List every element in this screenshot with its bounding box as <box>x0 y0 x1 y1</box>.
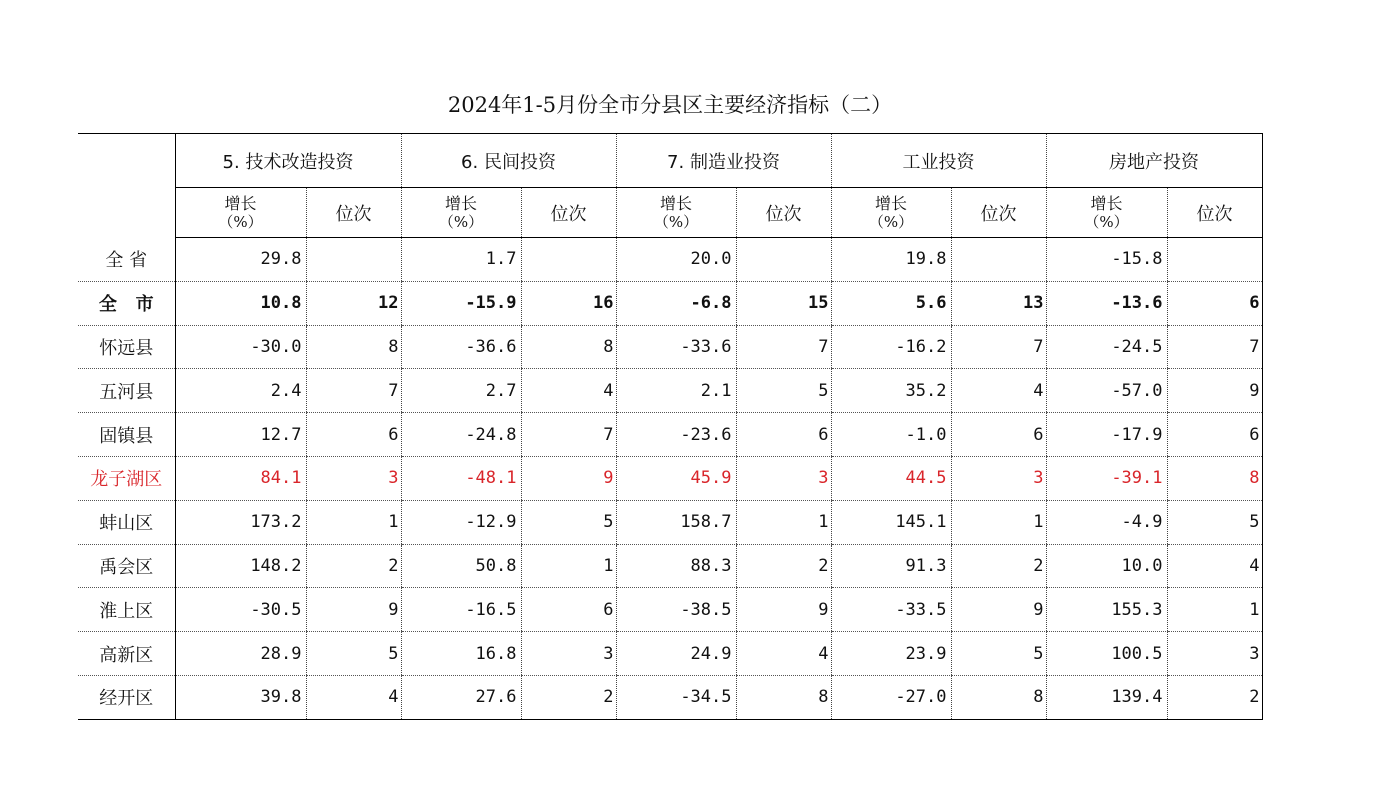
growth-value: -33.5 <box>831 588 951 632</box>
rank-value: 2 <box>306 544 401 588</box>
growth-value: 145.1 <box>831 500 951 544</box>
rank-value: 5 <box>521 500 616 544</box>
growth-value: -36.6 <box>401 325 521 369</box>
growth-value: -13.6 <box>1046 281 1167 325</box>
rank-value: 7 <box>1167 325 1262 369</box>
growth-value: -16.2 <box>831 325 951 369</box>
growth-value: 24.9 <box>616 632 736 676</box>
rank-header: 位次 <box>1167 188 1262 238</box>
rank-header: 位次 <box>306 188 401 238</box>
growth-value: 29.8 <box>175 238 306 282</box>
rank-value: 8 <box>521 325 616 369</box>
corner-cell <box>78 134 175 238</box>
group-header: 工业投资 <box>831 134 1046 188</box>
table-row <box>78 369 1262 413</box>
growth-value: -33.6 <box>616 325 736 369</box>
growth-value: -15.9 <box>401 281 521 325</box>
rank-value: 4 <box>521 369 616 413</box>
rank-value: 9 <box>521 456 616 500</box>
growth-value: -17.9 <box>1046 413 1167 457</box>
rank-value: 4 <box>951 369 1046 413</box>
growth-value: 1.7 <box>401 238 521 282</box>
growth-value: 16.8 <box>401 632 521 676</box>
rank-header: 位次 <box>521 188 616 238</box>
growth-header-unit: （%） <box>653 212 699 231</box>
growth-value: 39.8 <box>175 675 306 719</box>
rank-value: 7 <box>306 369 401 413</box>
rank-value: 6 <box>951 413 1046 457</box>
rank-value: 13 <box>951 281 1046 325</box>
growth-value: -23.6 <box>616 413 736 457</box>
rank-value: 2 <box>1167 675 1262 719</box>
table-row <box>78 325 1262 369</box>
rank-value: 2 <box>736 544 831 588</box>
rank-value: 9 <box>306 588 401 632</box>
growth-value: -4.9 <box>1046 500 1167 544</box>
rank-value: 4 <box>306 675 401 719</box>
growth-value: -39.1 <box>1046 456 1167 500</box>
growth-header <box>1046 188 1167 238</box>
growth-value: -16.5 <box>401 588 521 632</box>
rank-value <box>736 238 831 282</box>
growth-value: -30.0 <box>175 325 306 369</box>
table-row <box>78 588 1262 632</box>
growth-value: 10.0 <box>1046 544 1167 588</box>
table-row <box>78 456 1262 500</box>
rank-value: 6 <box>521 588 616 632</box>
rank-value: 6 <box>1167 413 1262 457</box>
growth-value: -48.1 <box>401 456 521 500</box>
region-name: 全 市 <box>78 281 175 325</box>
growth-value: 2.7 <box>401 369 521 413</box>
rank-value: 3 <box>1167 632 1262 676</box>
region-name: 龙子湖区 <box>78 456 175 500</box>
growth-value: -15.8 <box>1046 238 1167 282</box>
region-name: 高新区 <box>78 632 175 676</box>
rank-value: 16 <box>521 281 616 325</box>
table-row <box>78 413 1262 457</box>
rank-value: 8 <box>1167 456 1262 500</box>
rank-value: 5 <box>736 369 831 413</box>
rank-value: 9 <box>736 588 831 632</box>
growth-value: 2.4 <box>175 369 306 413</box>
rank-value: 7 <box>951 325 1046 369</box>
rank-value: 2 <box>521 675 616 719</box>
region-name: 怀远县 <box>78 325 175 369</box>
growth-header-unit: （%） <box>218 212 263 231</box>
growth-value: 100.5 <box>1046 632 1167 676</box>
table-row <box>78 238 1262 282</box>
growth-value: 91.3 <box>831 544 951 588</box>
rank-value: 6 <box>1167 281 1262 325</box>
growth-value: 44.5 <box>831 456 951 500</box>
table-row <box>78 675 1262 719</box>
group-header: 房地产投资 <box>1046 134 1262 188</box>
growth-value: 35.2 <box>831 369 951 413</box>
growth-value: 28.9 <box>175 632 306 676</box>
rank-value: 3 <box>736 456 831 500</box>
rank-value: 4 <box>736 632 831 676</box>
growth-value: 23.9 <box>831 632 951 676</box>
rank-value: 5 <box>951 632 1046 676</box>
table-row <box>78 544 1262 588</box>
growth-header-unit: （%） <box>1084 212 1129 231</box>
rank-value: 1 <box>306 500 401 544</box>
group-header: 6. 民间投资 <box>401 134 616 188</box>
group-header: 7. 制造业投资 <box>616 134 831 188</box>
growth-value: -12.9 <box>401 500 521 544</box>
growth-header-label: 增长 <box>444 193 477 213</box>
rank-value: 3 <box>951 456 1046 500</box>
growth-value: 139.4 <box>1046 675 1167 719</box>
growth-value: -6.8 <box>616 281 736 325</box>
rank-value: 15 <box>736 281 831 325</box>
growth-value: 20.0 <box>616 238 736 282</box>
rank-value: 1 <box>521 544 616 588</box>
growth-header <box>831 188 951 238</box>
region-name: 经开区 <box>78 675 175 719</box>
rank-value: 1 <box>951 500 1046 544</box>
growth-value: -24.8 <box>401 413 521 457</box>
rank-value: 4 <box>1167 544 1262 588</box>
rank-value: 8 <box>306 325 401 369</box>
growth-value: 2.1 <box>616 369 736 413</box>
growth-value: -34.5 <box>616 675 736 719</box>
growth-header-label: 增长 <box>659 193 692 213</box>
growth-header-label: 增长 <box>874 193 907 213</box>
growth-value: 173.2 <box>175 500 306 544</box>
growth-value: -30.5 <box>175 588 306 632</box>
rank-value: 9 <box>1167 369 1262 413</box>
growth-value: 84.1 <box>175 456 306 500</box>
rank-value: 3 <box>521 632 616 676</box>
growth-value: 5.6 <box>831 281 951 325</box>
growth-value: 88.3 <box>616 544 736 588</box>
rank-value: 9 <box>951 588 1046 632</box>
region-name: 全 省 <box>78 238 175 282</box>
growth-value: 148.2 <box>175 544 306 588</box>
rank-value: 1 <box>736 500 831 544</box>
growth-value: -38.5 <box>616 588 736 632</box>
rank-value: 7 <box>736 325 831 369</box>
table-row <box>78 632 1262 676</box>
rank-value: 8 <box>736 675 831 719</box>
rank-value: 12 <box>306 281 401 325</box>
rank-value: 6 <box>306 413 401 457</box>
region-name: 禹会区 <box>78 544 175 588</box>
growth-value: 19.8 <box>831 238 951 282</box>
rank-value <box>951 238 1046 282</box>
growth-header <box>175 188 306 238</box>
growth-header-unit: （%） <box>438 212 484 231</box>
growth-value: 155.3 <box>1046 588 1167 632</box>
rank-value: 5 <box>306 632 401 676</box>
rank-value <box>521 238 616 282</box>
growth-header-unit: （%） <box>868 212 914 231</box>
growth-header-label: 增长 <box>1090 193 1123 213</box>
rank-header: 位次 <box>951 188 1046 238</box>
page-title: 2024年1-5月份全市分县区主要经济指标（二） <box>447 93 893 117</box>
rank-value: 7 <box>521 413 616 457</box>
growth-value: -24.5 <box>1046 325 1167 369</box>
region-name: 五河县 <box>78 369 175 413</box>
table-row <box>78 281 1262 325</box>
rank-value: 5 <box>1167 500 1262 544</box>
rank-value <box>1167 238 1262 282</box>
growth-value: 45.9 <box>616 456 736 500</box>
region-name: 蚌山区 <box>78 500 175 544</box>
rank-value: 3 <box>306 456 401 500</box>
table-row <box>78 500 1262 544</box>
economic-indicator-table <box>78 133 1263 720</box>
region-name: 淮上区 <box>78 588 175 632</box>
growth-value: 50.8 <box>401 544 521 588</box>
group-header: 5. 技术改造投资 <box>175 134 401 188</box>
rank-value <box>306 238 401 282</box>
growth-value: 10.8 <box>175 281 306 325</box>
rank-header: 位次 <box>736 188 831 238</box>
growth-value: -57.0 <box>1046 369 1167 413</box>
rank-value: 6 <box>736 413 831 457</box>
growth-header <box>616 188 736 238</box>
growth-value: 158.7 <box>616 500 736 544</box>
growth-value: 12.7 <box>175 413 306 457</box>
region-name: 固镇县 <box>78 413 175 457</box>
growth-value: -27.0 <box>831 675 951 719</box>
growth-header <box>401 188 521 238</box>
rank-value: 8 <box>951 675 1046 719</box>
rank-value: 1 <box>1167 588 1262 632</box>
growth-value: -1.0 <box>831 413 951 457</box>
rank-value: 2 <box>951 544 1046 588</box>
growth-header-label: 增长 <box>224 193 257 213</box>
growth-value: 27.6 <box>401 675 521 719</box>
